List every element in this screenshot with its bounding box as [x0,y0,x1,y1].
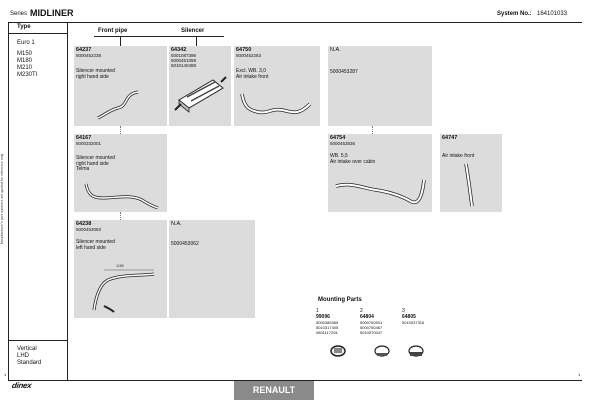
part-ref: 5001087396 5000451059 5010140488 [171,53,197,68]
clamp-icon [406,342,426,358]
series-label: Series [10,11,28,17]
model-item: M210 [17,65,33,71]
part-card-na[interactable] [328,46,432,126]
part-code: N.A. [330,47,341,53]
config-item: Standard [17,360,42,366]
model-list [17,51,37,79]
mounting-title: Mounting Parts [318,297,362,303]
part-desc: Air intake front [442,153,475,159]
connector [120,212,121,220]
vertical-note: Manufacturer's part numbers are quoted for reference only [0,153,4,245]
left-border [8,22,9,380]
part-desc: Excl. WB. 3,0 Air intake front [236,68,269,80]
model-item: M230TI [17,72,38,78]
mounting-item-3[interactable] [402,308,444,325]
part-card-64237[interactable] [74,46,167,126]
part-card-64750[interactable] [234,46,320,126]
part-code: 64342 [171,47,187,53]
part-code: 64750 [236,47,252,53]
part-code: 64754 [330,135,346,141]
header-rule [8,22,582,23]
part-desc: Silencer mounted right hand side Telma [76,155,115,172]
dimension-label: 1188 [116,264,124,268]
page-number-left: 1 [4,372,7,377]
part-desc: Silencer mounted right hand side [76,68,115,80]
part-ref: 5000453083 [76,227,102,232]
part-desc: WB. 5,5 Air intake over cabin [330,153,376,165]
page-number-right: 1 [578,372,581,377]
column-front-pipe: Front pipe [98,28,128,34]
mounting-index: 1 [316,308,319,314]
air-intake-drawing [460,162,480,210]
silencer-drawing [173,70,227,114]
part-ref: 5000452238 [76,53,102,58]
config-item: LHD [17,353,30,359]
front-pipe-drawing [94,88,144,120]
part-card-64238[interactable] [74,220,167,318]
part-ref: 5000332001 [76,141,102,146]
front-pipe-tick [120,36,121,46]
mounting-refs: 5000385365 5010317405 0801117294 [316,320,339,335]
column-header-rule [94,36,224,37]
air-intake-drawing [332,174,428,208]
part-card-64747[interactable] [440,134,502,212]
connector [120,126,121,134]
part-ref: 5000453836 [330,141,356,146]
part-desc: 5000453062 [171,241,199,247]
front-pipe-drawing [82,266,164,314]
brand-name: RENAULT [252,385,296,395]
part-card-na-2[interactable] [169,220,255,318]
model-item: M150 [17,51,33,57]
part-card-64167[interactable] [74,134,167,212]
mounting-code: 64805 [402,314,416,320]
air-intake-drawing [238,90,314,120]
dinex-logo: dinex [11,381,33,390]
type-label: Type [17,24,31,30]
part-card-64754[interactable] [328,134,432,212]
config-rule [8,340,67,341]
mounting-item-2[interactable] [360,308,402,335]
connector [372,126,373,134]
clamp-icon [372,342,392,358]
part-code: 64747 [442,135,458,141]
config-list [17,346,41,367]
system-value: 164101033 [537,11,568,17]
silencer-tick [196,36,197,46]
series-value: MIDLINER [30,8,74,18]
part-desc: Silencer mounted left hand side [76,239,115,251]
part-code: 64237 [76,47,92,53]
part-ref: 5000452263 [236,53,262,58]
mounting-code: 99096 [316,314,330,320]
clamp-icon [328,342,348,358]
mounting-item-1[interactable] [316,308,358,335]
part-card-64342[interactable] [169,46,231,126]
mounting-refs: 5000750531 5000750467 5010070047 [360,320,383,335]
mounting-index: 2 [360,308,363,314]
mounting-index: 3 [402,308,405,314]
type-rule [8,33,67,34]
part-code: 64167 [76,135,92,141]
front-pipe-drawing [82,180,162,210]
part-code: 64238 [76,221,92,227]
mounting-refs: 5010037316 [402,320,425,325]
mounting-code: 64804 [360,314,374,320]
part-code: N.A. [171,221,182,227]
model-item: M180 [17,58,33,64]
brand-banner [234,381,314,400]
system-label: System No.: [497,11,532,17]
sidebar-divider [67,22,68,380]
emission-standard: Euro 1 [17,40,35,46]
column-silencer: Silencer [181,28,205,34]
part-desc: 5000453287 [330,69,358,75]
config-item: Vertical [17,346,37,352]
